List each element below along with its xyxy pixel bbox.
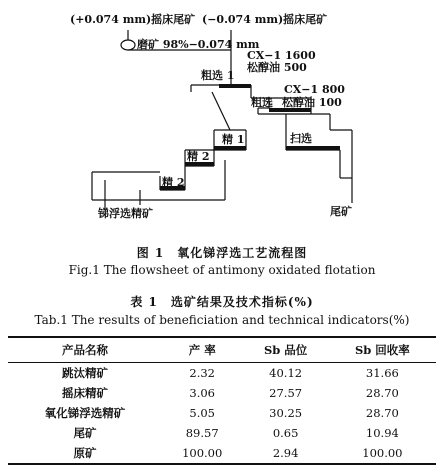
table-row xyxy=(8,403,436,423)
yield-value: 89.57 xyxy=(185,426,219,440)
grade-value: 0.65 xyxy=(272,426,299,440)
yield-value: 100.00 xyxy=(162,443,243,464)
recovery-value: 31.66 xyxy=(365,366,399,380)
grinding-circle xyxy=(121,40,135,50)
grade-value: 2.94 xyxy=(243,443,329,464)
feed-right-label: (−0.074 mm)摇床尾矿 xyxy=(202,13,328,26)
table-caption-en: Tab.1 The results of beneficiation and technical indicators(%) xyxy=(34,313,410,327)
reagent-rougher2b-label: 松醇油 100 xyxy=(282,96,342,109)
recovery-value: 28.70 xyxy=(365,406,399,420)
product-name: 原矿 xyxy=(8,443,162,464)
reagent-rougher1-label: CX−1 1600 xyxy=(247,49,316,62)
yield-value: 3.06 xyxy=(189,386,215,400)
recovery-value: 100.00 xyxy=(329,443,436,464)
header-product: 产品名称 xyxy=(8,337,162,363)
figure-caption-en: Fig.1 The flowsheet of antimony oxidated flotation xyxy=(68,263,376,277)
figure-caption-cn: 图 1 氧化锑浮选工艺流程图 xyxy=(136,246,308,260)
feed-left-label: (+0.074 mm)摇床尾矿 xyxy=(70,13,196,26)
table-row xyxy=(8,363,436,384)
yield-value: 5.05 xyxy=(189,406,215,420)
table-header-row xyxy=(8,337,436,363)
header-grade: Sb 品位 xyxy=(243,337,329,363)
header-yield: 产 率 xyxy=(162,337,243,363)
yield-value: 2.32 xyxy=(189,366,215,380)
product-name: 尾矿 xyxy=(73,426,97,440)
results-table xyxy=(8,336,436,465)
cleaner1-label: 精 1 xyxy=(222,133,245,146)
reagent-rougher1b-label: 松醇油 500 xyxy=(247,61,307,74)
table-row xyxy=(8,443,436,464)
reagent-rougher2-label: CX−1 800 xyxy=(284,83,345,96)
cleaner3-label: 精 2 xyxy=(162,176,185,189)
concentrate-label: 锑浮选精矿 xyxy=(98,207,153,220)
table-row xyxy=(8,383,436,403)
recovery-value: 10.94 xyxy=(365,426,399,440)
product-name: 摇床精矿 xyxy=(61,386,108,400)
rougher2-label: 粗选 xyxy=(251,96,273,109)
scavenger-label: 扫选 xyxy=(290,132,312,145)
recovery-value: 28.70 xyxy=(365,386,399,400)
product-name: 跳汰精矿 xyxy=(61,366,108,380)
product-name: 氧化锑浮选精矿 xyxy=(44,406,126,420)
rougher1-label: 粗选 1 xyxy=(201,69,235,82)
header-recovery: Sb 回收率 xyxy=(329,337,436,363)
grade-value: 40.12 xyxy=(269,366,303,380)
grade-value: 27.57 xyxy=(269,386,303,400)
table-row xyxy=(8,423,436,443)
grade-value: 30.25 xyxy=(269,406,303,420)
table-caption-cn: 表 1 选矿结果及技术指标(%) xyxy=(130,295,314,309)
tailings-label: 尾矿 xyxy=(330,205,352,218)
cleaner2-label: 精 2 xyxy=(187,150,210,163)
grinding-label: 磨矿 98%−0.074 mm xyxy=(137,38,260,51)
